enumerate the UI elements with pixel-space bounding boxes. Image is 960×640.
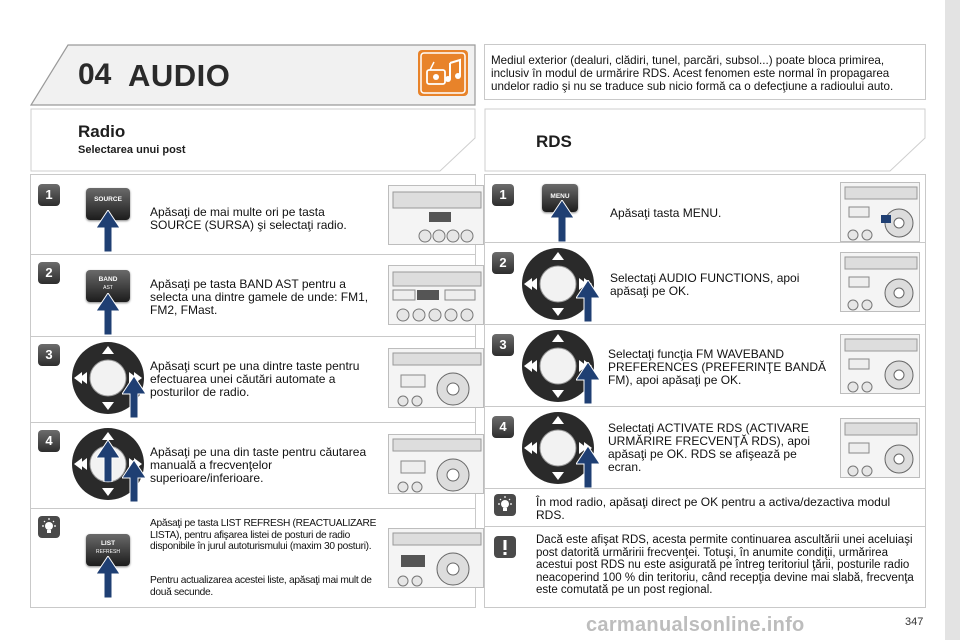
step-divider	[30, 422, 476, 423]
step-divider	[484, 242, 926, 243]
rds-step-2-text: Selectaţi AUDIO FUNCTIONS, apoi apăsaţi pe OK.	[610, 271, 800, 298]
list-key-label: LIST	[100, 540, 116, 547]
step-divider	[30, 254, 476, 255]
radio-unit-image	[388, 528, 484, 588]
rds-tip-text: În mod radio, apăsaţi direct pe OK pentru a activa/dezactiva modul RDS.	[536, 495, 891, 522]
rds-step-3-badge: 3	[492, 334, 514, 356]
page-number: 347	[905, 616, 924, 628]
step-divider	[30, 508, 476, 509]
press-arrow-icon	[96, 210, 120, 252]
rds-step-4-text: Selectaţi ACTIVATE RDS (ACTIVARE URMĂRIRE FRECVENŢĂ RDS), apoi apăsaţi pe OK. RDS se afişează pe ecran.	[608, 421, 811, 474]
press-arrow-icon	[96, 440, 120, 482]
list-key-sublabel: REFRESH	[96, 549, 120, 555]
radio-unit-image	[840, 334, 920, 394]
rds-title: RDS	[536, 132, 572, 151]
rds-section-header	[484, 108, 926, 172]
radio-unit-image	[388, 348, 484, 408]
rds-step-2-badge: 2	[492, 252, 514, 274]
source-key-label: SOURCE	[94, 196, 122, 203]
radio-subtitle: Selectarea unui post	[78, 144, 186, 156]
page-edge-bar	[945, 0, 960, 640]
radio-section-header	[30, 108, 476, 172]
press-arrow-icon	[550, 200, 574, 242]
radio-title: Radio	[78, 122, 126, 141]
step-2-badge: 2	[38, 262, 60, 284]
step-divider	[484, 488, 926, 489]
radio-unit-image	[388, 434, 484, 494]
rds-step-1-badge: 1	[492, 184, 514, 206]
step-4-text: Apăsaţi pe una din taste pentru căutarea manuală a frecvenţelor superioare/inferioare.	[150, 445, 367, 485]
step-divider	[30, 336, 476, 337]
tip-text-1: Apăsaţi pe tasta LIST REFRESH (REACTUALIZARE LISTA), pentru afişarea listei de posturi de radio disponibile în jurul autoturismului (maxim 30 posturi).	[150, 518, 377, 552]
tip-text-2: Pentru actualizarea acestei liste, apăsaţi mai mult de două secunde.	[150, 575, 372, 598]
band-key-label: BAND	[98, 276, 118, 283]
audio-music-icon	[418, 50, 468, 96]
radio-unit-image	[388, 185, 484, 245]
rds-step-1-text: Apăsaţi tasta MENU.	[610, 206, 722, 220]
rds-warning-text: Dacă este afişat RDS, acesta permite continuarea ascultării unei aceluiaşi post datorită urmăririi frecvenţei. Totuşi, în anumite condiţii, urmărirea acestui post RDS nu este asigurată pe întreg teritoriul ţării, posturile radio neacoperind 100 % din teritoriu, când recepţia devine mai slabă, frecvenţa este comutată pe un post regional.	[536, 534, 914, 597]
step-divider	[484, 406, 926, 407]
step-1-badge: 1	[38, 184, 60, 206]
press-arrow-icon	[576, 362, 600, 404]
radio-unit-image	[840, 418, 920, 478]
press-arrow-icon	[122, 376, 146, 418]
top-note: Mediul exterior (dealuri, clădiri, tunel, parcări, subsol...) poate bloca primirea, inclusiv în modul de urmărire RDS. Acest fenomen este normal în propagarea undelor radio şi nu se traduce sub nicio formă ca o defecţiune a radioului auto.	[484, 44, 926, 100]
tip-lightbulb-icon	[38, 516, 60, 538]
radio-unit-image	[388, 265, 484, 325]
step-3-text: Apăsaţi scurt pe una dintre taste pentru efectuarea unei căutări automate a posturilor de radio.	[150, 359, 360, 399]
step-divider	[484, 526, 926, 527]
menu-key-label: MENU	[550, 193, 570, 200]
chapter-title: AUDIO	[128, 58, 231, 93]
press-arrow-icon	[122, 460, 146, 502]
tip-lightbulb-icon	[494, 494, 516, 516]
press-arrow-icon	[96, 556, 120, 598]
chapter-number: 04	[78, 58, 112, 91]
step-2-text: Apăsaţi pe tasta BAND AST pentru a selecta una dintre gamele de unde: FM1, FM2, FMast.	[150, 277, 369, 317]
warning-exclamation-icon	[494, 536, 516, 558]
radio-unit-image	[840, 252, 920, 312]
press-arrow-icon	[96, 293, 120, 335]
step-4-badge: 4	[38, 430, 60, 452]
press-arrow-icon	[576, 446, 600, 488]
rds-step-3-text: Selectaţi funcţia FM WAVEBAND PREFERENCES (PREFERINŢE BANDĂ FM), apoi apăsaţi pe OK.	[608, 347, 827, 387]
step-divider	[484, 324, 926, 325]
step-1-text: Apăsaţi de mai multe ori pe tasta SOURCE (SURSA) şi selectaţi radio.	[150, 205, 347, 232]
radio-unit-image	[840, 182, 920, 242]
rds-step-4-badge: 4	[492, 416, 514, 438]
band-key-sublabel: AST	[103, 285, 113, 291]
press-arrow-icon	[576, 280, 600, 322]
watermark: carmanualsonline.info	[586, 614, 805, 636]
step-3-badge: 3	[38, 344, 60, 366]
